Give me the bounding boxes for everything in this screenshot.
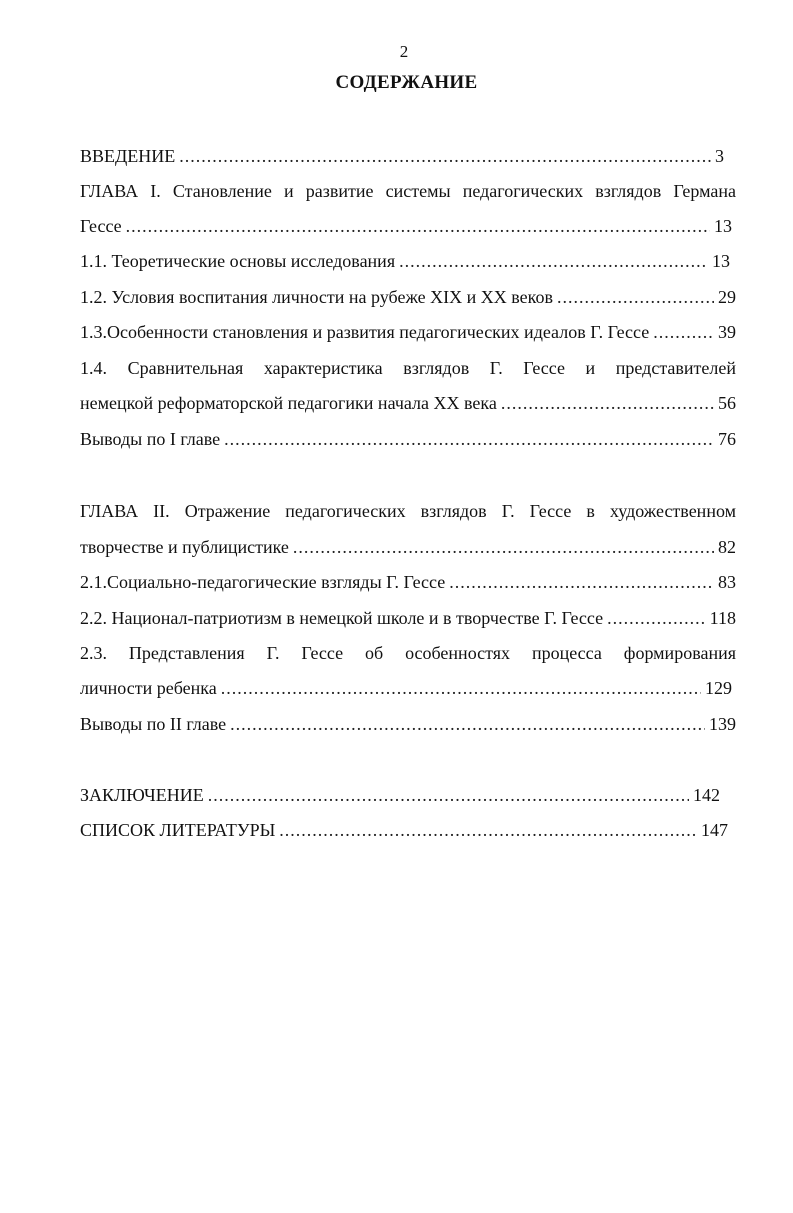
toc-section-1-1 <box>80 248 730 274</box>
toc-chapter-1-title: ГЛАВА I. Становление и развитие системы педагогических взглядов Германа <box>80 181 736 201</box>
toc-entry-page: 39 <box>718 322 736 342</box>
toc-entry-title: 2.2. Национал-патриотизм в немецкой школе и в творчестве Г. Гессе <box>80 608 604 628</box>
toc-entry-page: 147 <box>701 820 728 840</box>
toc-entry-title: ЗАКЛЮЧЕНИЕ <box>80 785 204 805</box>
toc-section-2-3-title: 2.3. Представления Г. Гессе об особенностях процесса формирования <box>80 643 736 663</box>
toc-entry-title: СПИСОК ЛИТЕРАТУРЫ <box>80 820 276 840</box>
dot-leader <box>126 213 710 239</box>
toc-chapter-2-conclusions <box>80 711 736 737</box>
page-title: СОДЕРЖАНИЕ <box>335 72 478 93</box>
toc-entry-title: 2.1.Социально-педагогические взгляды Г. Гессе <box>80 572 446 592</box>
toc-entry-page: 118 <box>709 608 736 628</box>
toc-entry-title: 1.3.Особенности становления и развития педагогических идеалов Г. Гессе <box>80 322 650 342</box>
dot-leader <box>208 782 689 808</box>
toc-entry-title: Выводы по I главе <box>80 429 221 449</box>
toc-entry-title: Гессе <box>80 216 122 236</box>
toc-entry-page: 83 <box>718 572 736 592</box>
toc-entry-conclusion <box>80 782 720 808</box>
toc-entry-page: 13 <box>712 251 730 271</box>
toc-section-1-2 <box>80 284 736 310</box>
toc-entry-page: 3 <box>715 146 724 166</box>
toc-entry-title: Выводы по II главе <box>80 714 227 734</box>
toc-chapter-2-title: ГЛАВА II. Отражение педагогических взглядов Г. Гессе в художественном <box>80 501 736 521</box>
dot-leader <box>224 426 714 452</box>
toc-entry-page: 56 <box>718 393 736 413</box>
toc-entry-title: личности ребенка <box>80 678 217 698</box>
dot-leader <box>399 248 708 274</box>
toc-entry-page: 129 <box>705 678 732 698</box>
dot-leader <box>179 143 711 169</box>
toc-section-2-2 <box>80 605 736 631</box>
toc-chapter-1-title-cont <box>80 213 732 239</box>
toc-entry-title: ВВЕДЕНИЕ <box>80 146 176 166</box>
toc-entry-page: 76 <box>718 429 736 449</box>
toc-entry-page: 142 <box>693 785 720 805</box>
toc-entry-introduction <box>80 143 724 169</box>
dot-leader <box>279 817 697 843</box>
page-number: 2 <box>399 42 409 61</box>
toc-entry-page: 82 <box>718 537 736 557</box>
toc-entry-page: 139 <box>709 714 736 734</box>
toc-entry-title: 1.1. Теоретические основы исследования <box>80 251 396 271</box>
toc-chapter-2-title-cont <box>80 534 736 560</box>
dot-leader <box>501 390 714 416</box>
toc-entry-page: 13 <box>714 216 732 236</box>
toc-entry-title: творчестве и публицистике <box>80 537 289 557</box>
toc-entry-page: 29 <box>718 287 736 307</box>
toc-entry-references <box>80 817 728 843</box>
toc-section-1-4-cont <box>80 390 736 416</box>
dot-leader <box>607 605 706 631</box>
toc-section-1-3 <box>80 319 736 345</box>
toc-section-2-3-cont <box>80 675 732 701</box>
dot-leader <box>557 284 714 310</box>
dot-leader <box>653 319 714 345</box>
dot-leader <box>449 569 714 595</box>
toc-entry-title: 1.2. Условия воспитания личности на рубеже XIX и XX веков <box>80 287 553 307</box>
dot-leader <box>230 711 705 737</box>
toc-chapter-1-conclusions <box>80 426 736 452</box>
toc-section-1-4-title: 1.4. Сравнительная характеристика взглядов Г. Гессе и представителей <box>80 358 736 378</box>
dot-leader <box>293 534 714 560</box>
dot-leader <box>221 675 701 701</box>
toc-entry-title: немецкой реформаторской педагогики начала XX века <box>80 393 497 413</box>
toc-section-2-1 <box>80 569 736 595</box>
